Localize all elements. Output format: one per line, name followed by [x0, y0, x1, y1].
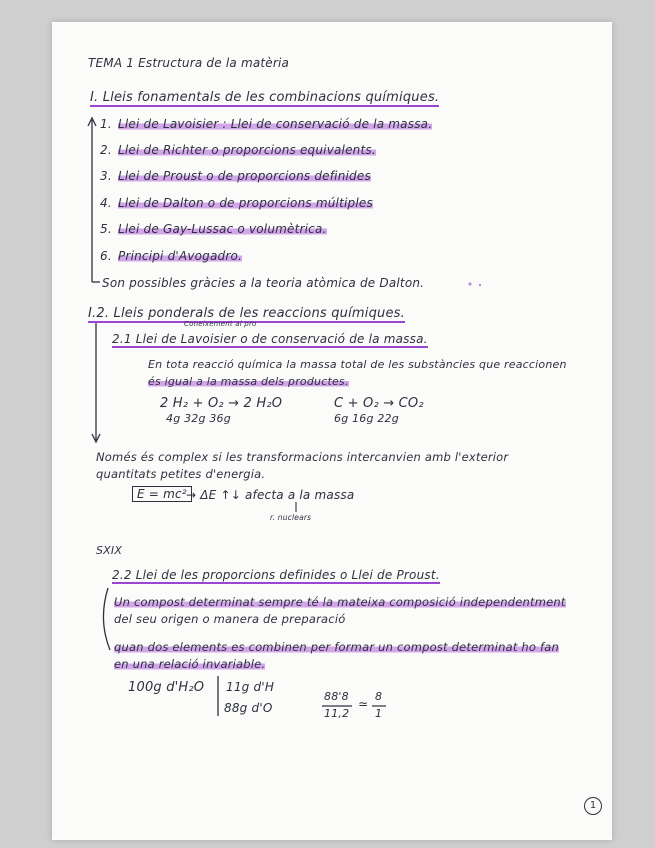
page-number: 1	[584, 797, 602, 815]
item-2-text: Llei de Richter o proporcions equivalents.	[118, 143, 376, 157]
para-3-line1: quan dos elements es combinen per formar un compost determinat ho fan	[114, 640, 559, 654]
example-lhs: 100g d'H₂O	[128, 680, 205, 695]
item-1-num: 1.	[100, 117, 112, 131]
margin-annotation: Coneixement al pro	[184, 320, 257, 328]
item-3-text: Llei de Proust o de proporcions definides	[118, 169, 371, 183]
subsection-2-2: 2.2 Llei de les proporcions definides o Llei de Proust.	[112, 568, 440, 582]
equation-2: C + O₂ → CO₂	[334, 396, 424, 411]
example-oxygen: 88g d'O	[224, 701, 273, 715]
para-2-line1: Un compost determinat sempre té la mateixa composició independentment	[114, 595, 566, 609]
equation-2-masses: 6g 16g 22g	[334, 412, 399, 425]
para-1-line1: En tota reacció química la massa total de les substàncies que reaccionen	[148, 358, 567, 371]
einstein-consequence: → ΔE ↑↓ afecta a la massa	[186, 488, 355, 502]
item-2-num: 2.	[100, 143, 112, 157]
para-3-line2: en una relació invariable.	[114, 657, 266, 671]
item-1-text: Llei de Lavoisier : Llei de conservació de la massa.	[118, 117, 433, 131]
note-line2: quantitats petites d'energia.	[96, 467, 266, 481]
century-note: SXIX	[96, 544, 123, 557]
note-line1: Només és complex si les transformacions intercanvien amb l'exterior	[96, 450, 509, 464]
item-4-text: Llei de Dalton o de proporcions múltiples	[118, 196, 373, 210]
nuclear-reactions-note: r. nuclears	[270, 513, 312, 522]
fraction-1-num: 88'8	[324, 690, 349, 703]
item-6-num: 6.	[100, 249, 112, 263]
equation-1: 2 H₂ + O₂ → 2 H₂O	[160, 396, 283, 411]
page-title: TEMA 1 Estructura de la matèria	[88, 56, 290, 70]
section1-closing: Son possibles gràcies a la teoria atòmica de Dalton.	[102, 276, 425, 290]
item-5-num: 5.	[100, 222, 112, 236]
section2-heading: I.2. Lleis ponderals de les reaccions químiques.	[88, 306, 405, 321]
item-4-num: 4.	[100, 196, 112, 210]
para-1-line2: és igual a la massa dels productes.	[148, 375, 349, 388]
fraction-2-den: 1	[375, 707, 383, 720]
equation-1-masses: 4g 32g 36g	[166, 412, 231, 425]
para-2-line2: del seu origen o manera de preparació	[114, 612, 346, 626]
example-hydrogen: 11g d'H	[226, 680, 275, 694]
item-6-text: Principi d'Avogadro.	[118, 249, 243, 263]
section1-heading: I. Lleis fonamentals de les combinacions químiques.	[90, 90, 440, 105]
subsection-2-1: 2.1 Llei de Lavoisier o de conservació de la massa.	[112, 332, 428, 346]
fraction-2-num: 8	[375, 690, 383, 703]
item-3-num: 3.	[100, 169, 112, 183]
fraction-1-den: 11,2	[324, 707, 350, 720]
item-5-text: Llei de Gay-Lussac o volumètrica.	[118, 222, 327, 236]
approx-sign: ≃	[358, 697, 369, 711]
einstein-formula: E = mc²	[132, 486, 192, 502]
